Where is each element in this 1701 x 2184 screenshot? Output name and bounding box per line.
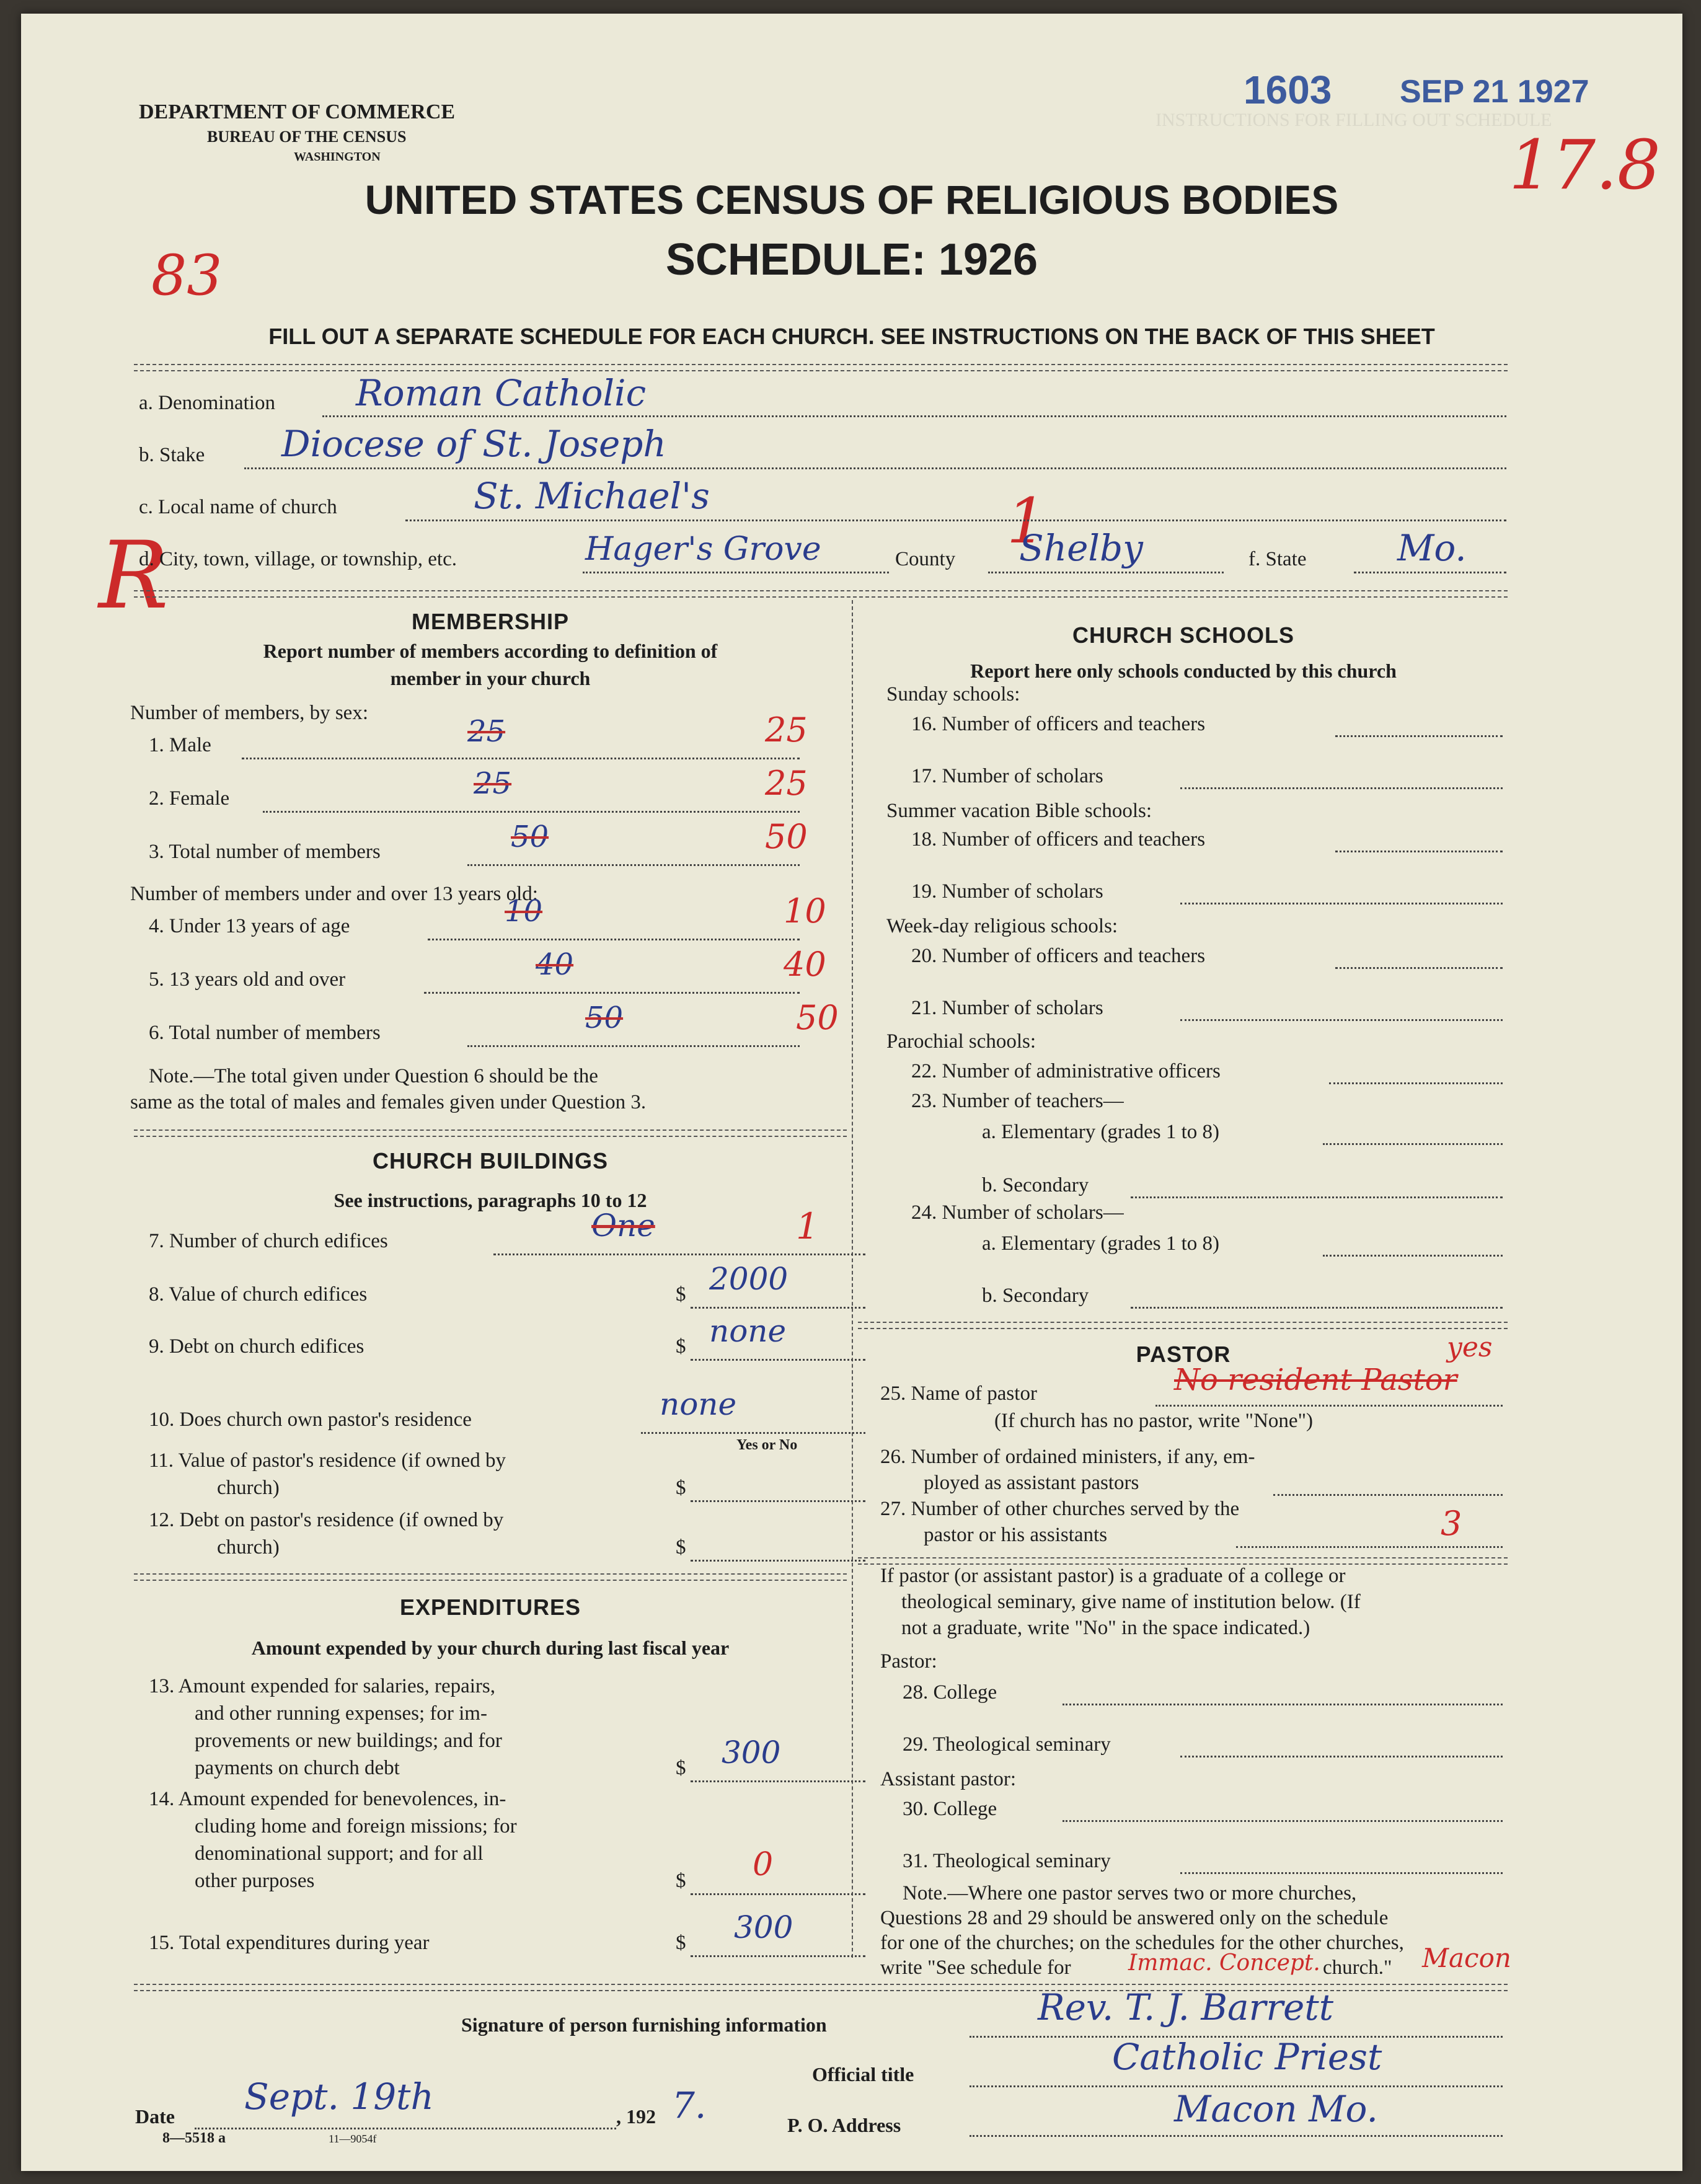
header-divider [134,364,1508,371]
po-address-label: P. O. Address [787,2114,901,2136]
received-stamp-number: 1603 [1244,68,1332,112]
q20-line [1335,967,1503,969]
q28-line [1063,1704,1503,1705]
q23-label: 23. Number of teachers— [911,1090,1124,1112]
q23b-label: b. Secondary [982,1174,1089,1196]
denomination-line [322,415,1506,417]
q31-label: 31. Theological seminary [903,1850,1111,1872]
q1-line [242,758,800,759]
q1-value: 25 [765,710,808,749]
stake-line [244,467,1506,469]
q14-label-4: other purposes [195,1870,315,1892]
county-value: Shelby [1019,527,1143,569]
q14-value: 0 [753,1846,774,1883]
q11-line [691,1500,865,1502]
church-name-line [405,519,1506,521]
stake-label: b. Stake [139,444,205,466]
q13-value: 300 [722,1735,781,1771]
q25-annotation: yes [1447,1332,1493,1363]
q7-line [493,1253,865,1255]
official-title-label: Official title [812,2063,914,2085]
q5-label: 5. 13 years old and over [149,968,346,991]
bureau-name: BUREAU OF THE CENSUS [207,128,407,146]
pastor-note-1: Note.—Where one pastor serves two or more churches, [903,1882,1357,1904]
q8-label: 8. Value of church edifices [149,1283,368,1306]
q2-line [263,811,800,813]
bleed-through-texture: INSTRUCTIONS FOR FILLING OUT SCHEDULE [1155,110,1552,130]
q3-label: 3. Total number of members [149,841,381,863]
q18-label: 18. Number of officers and teachers [911,828,1206,851]
q23a-label: a. Elementary (grades 1 to 8) [982,1121,1220,1143]
q14-label-2: cluding home and foreign missions; for [195,1815,517,1837]
q8-line [691,1307,865,1309]
q12-dollar-sign: $ [676,1536,686,1558]
q3-value: 50 [765,817,808,856]
po-address-value: Macon Mo. [1174,2088,1378,2130]
q6-value: 50 [796,998,839,1037]
q22-label: 22. Number of administrative officers [911,1060,1221,1082]
city-value: Hager's Grove [585,531,821,568]
q22-line [1329,1082,1503,1084]
pastor-divider [858,1557,1508,1565]
instruction-line: FILL OUT A SEPARATE SCHEDULE FOR EACH CHURCH. SEE INSTRUCTIONS ON THE BACK OF THIS SHEET [268,324,1435,349]
state-value: Mo. [1397,527,1467,569]
q25-label: 25. Name of pastor [880,1382,1037,1405]
q16-line [1335,735,1503,737]
expenditures-subheading: Amount expended by your church during last fiscal year [251,1637,730,1659]
q15-dollar-sign: $ [676,1932,686,1954]
q12-line [691,1560,865,1562]
q13-label-3: provements or new buildings; and for [195,1730,502,1752]
q13-label-1: 13. Amount expended for salaries, repairs, [149,1675,496,1697]
official-title-value: Catholic Priest [1112,2036,1382,2078]
denomination-value: Roman Catholic [356,372,647,414]
q19-label: 19. Number of scholars [911,880,1103,903]
q14-dollar-sign: $ [676,1870,686,1892]
q5-original-value: 40 [536,947,574,982]
schedule-title: SCHEDULE: 1926 [665,235,1038,285]
q29-label: 29. Theological seminary [903,1733,1111,1756]
department-name: DEPARTMENT OF COMMERCE [139,100,456,123]
county-line [988,572,1224,573]
form-number: 8—5518 a [162,2130,226,2146]
q15-value: 300 [734,1909,793,1945]
q27-value: 3 [1441,1504,1462,1543]
membership-intro-2: member in your church [390,667,591,689]
pastor-note-2: Questions 28 and 29 should be answered only on the schedule [880,1907,1389,1929]
po-address-line [970,2135,1503,2137]
parochial-schools-label: Parochial schools: [886,1030,1036,1053]
city-line [583,572,889,573]
q25-hint: (If church has no pastor, write "None") [994,1410,1314,1432]
q17-label: 17. Number of scholars [911,765,1103,787]
q7-value: 1 [796,1205,819,1247]
q25-value: No resident Pastor [1174,1363,1457,1397]
q9-line [691,1359,865,1361]
members-by-sex-label: Number of members, by sex: [130,702,368,724]
church-name-value: St. Michael's [474,475,710,517]
pastor-subheading: Pastor: [880,1650,937,1673]
q13-label-4: payments on church debt [195,1757,400,1779]
q6-line [467,1045,800,1047]
q9-label: 9. Debt on church edifices [149,1335,365,1358]
membership-note-2: same as the total of males and females given under Question 3. [130,1091,647,1113]
red-mark-top-right: 17.8 [1509,125,1661,205]
q19-line [1180,903,1503,904]
q25-line [1155,1405,1503,1407]
signature-value: Rev. T. J. Barrett [1038,1986,1333,2028]
q24-label: 24. Number of scholars— [911,1201,1124,1224]
buildings-heading: CHURCH BUILDINGS [373,1148,608,1174]
date-label: Date [135,2105,175,2128]
q21-line [1180,1019,1503,1021]
weekday-schools-label: Week-day religious schools: [886,915,1118,937]
column-divider [852,600,853,1958]
q10-value: none [660,1386,737,1422]
q10-label: 10. Does church own pastor's residence [149,1408,472,1431]
q24b-line [1131,1307,1503,1309]
stake-value: Diocese of St. Joseph [281,423,666,465]
print-number: 11—9054f [329,2133,377,2145]
red-mark-left-code: 83 [151,243,223,308]
census-schedule-sheet [21,14,1682,2171]
q23a-line [1323,1143,1503,1145]
q28-label: 28. College [903,1681,997,1704]
q7-label: 7. Number of church edifices [149,1230,388,1252]
q3-line [467,864,800,866]
q14-label-1: 14. Amount expended for benevolences, in- [149,1788,506,1810]
state-label: f. State [1248,548,1307,570]
pastor-note-4-value: Immac. Concept. [1128,1950,1320,1976]
q26-label-2: ployed as assistant pastors [924,1472,1139,1494]
q4-original-value: 10 [505,894,543,929]
q6-label: 6. Total number of members [149,1022,381,1044]
q1-original-value: 25 [467,714,506,749]
q2-value: 25 [765,764,808,803]
form-title: UNITED STATES CENSUS OF RELIGIOUS BODIES [365,177,1339,223]
date-line [195,2128,616,2129]
q26-label-1: 26. Number of ordained ministers, if any, em- [880,1446,1255,1468]
q5-value: 40 [784,945,826,984]
county-label: County [895,548,956,570]
schools-divider [858,1322,1508,1329]
q16-label: 16. Number of officers and teachers [911,713,1206,735]
year-value: 7. [672,2084,707,2126]
q15-label: 15. Total expenditures during year [149,1932,430,1954]
q8-value: 2000 [709,1261,789,1297]
q5-line [424,992,800,994]
assistant-pastor-subheading: Assistant pastor: [880,1768,1017,1790]
q23b-line [1131,1196,1503,1198]
pastor-note-4-suffix: church." [1323,1956,1392,1979]
q4-value: 10 [784,891,826,931]
q3-original-value: 50 [511,820,549,854]
schools-heading: CHURCH SCHOOLS [1072,622,1294,648]
membership-note-1: Note.—The total given under Question 6 should be the [149,1065,598,1087]
q7-original-value: One [591,1208,655,1244]
pastor-note-3: for one of the churches; on the schedules for the other churches, [880,1932,1404,1954]
q11-label-1: 11. Value of pastor's residence (if owned by [149,1449,506,1472]
q30-label: 30. College [903,1798,997,1820]
official-title-line [970,2085,1503,2087]
q30-line [1063,1820,1503,1822]
q24a-label: a. Elementary (grades 1 to 8) [982,1232,1220,1255]
q14-label-3: denominational support; and for all [195,1842,484,1865]
q9-dollar-sign: $ [676,1335,686,1358]
graduate-note-3: not a graduate, write "No" in the space indicated.) [901,1617,1310,1639]
expenditures-heading: EXPENDITURES [399,1594,581,1620]
membership-intro-1: Report number of members according to definition of [263,640,718,662]
state-line [1354,572,1506,573]
q2-original-value: 25 [474,766,512,801]
q12-label-2: church) [217,1536,280,1558]
year-prefix: , 192 [616,2105,656,2128]
sunday-schools-label: Sunday schools: [886,683,1020,705]
q14-line [691,1893,865,1895]
red-mark-left: R [99,522,169,630]
q31-line [1180,1872,1503,1874]
q13-line [691,1780,865,1782]
q27-line [1236,1546,1503,1548]
q9-value: none [709,1313,787,1349]
received-stamp-date: SEP 21 1927 [1400,74,1589,110]
q4-line [428,939,800,940]
q10-yes-no-hint: Yes or No [736,1437,798,1453]
membership-divider [134,1130,847,1137]
members-by-age-label: Number of members under and over 13 years old: [130,883,538,905]
membership-heading: MEMBERSHIP [411,609,570,634]
q11-label-2: church) [217,1477,280,1499]
q8-dollar-sign: $ [676,1283,686,1306]
city-label: d. City, town, village, or township, etc. [139,548,457,570]
graduate-note-2: theological seminary, give name of institution below. (If [901,1591,1361,1613]
schools-subheading: Report here only schools conducted by this church [970,660,1397,682]
q4-label: 4. Under 13 years of age [149,915,350,937]
graduate-note-1: If pastor (or assistant pastor) is a graduate of a college or [880,1565,1346,1587]
q20-label: 20. Number of officers and teachers [911,945,1206,967]
q29-line [1180,1756,1503,1757]
buildings-subheading: See instructions, paragraphs 10 to 12 [334,1189,647,1211]
bureau-city: WASHINGTON [294,150,381,164]
q18-line [1335,851,1503,852]
q10-line [641,1432,865,1434]
q13-label-2: and other running expenses; for im- [195,1702,487,1725]
q12-label-1: 12. Debt on pastor's residence (if owned by [149,1509,504,1531]
upper-section-divider [134,590,1508,598]
q26-line [1273,1494,1503,1496]
q15-line [691,1955,865,1957]
q27-label-1: 27. Number of other churches served by the [880,1498,1240,1520]
q24a-line [1323,1255,1503,1257]
red-tick-mark: 1 [1007,485,1046,557]
church-name-label: c. Local name of church [139,496,337,518]
signature-label: Signature of person furnishing information [461,2014,827,2036]
date-value: Sept. 19th [244,2076,434,2118]
pastor-heading: PASTOR [1136,1342,1231,1367]
q2-label: 2. Female [149,787,230,810]
pastor-note-macon: Macon [1422,1943,1511,1973]
q6-original-value: 50 [585,1001,624,1035]
denomination-label: a. Denomination [139,392,275,414]
q13-dollar-sign: $ [676,1757,686,1779]
buildings-divider [134,1573,847,1581]
q1-label: 1. Male [149,734,211,756]
q27-label-2: pastor or his assistants [924,1524,1108,1546]
q11-dollar-sign: $ [676,1477,686,1499]
q24b-label: b. Secondary [982,1284,1089,1307]
q17-line [1180,787,1503,789]
q21-label: 21. Number of scholars [911,997,1103,1019]
pastor-note-4-prefix: write "See schedule for [880,1956,1071,1979]
summer-schools-label: Summer vacation Bible schools: [886,800,1152,822]
